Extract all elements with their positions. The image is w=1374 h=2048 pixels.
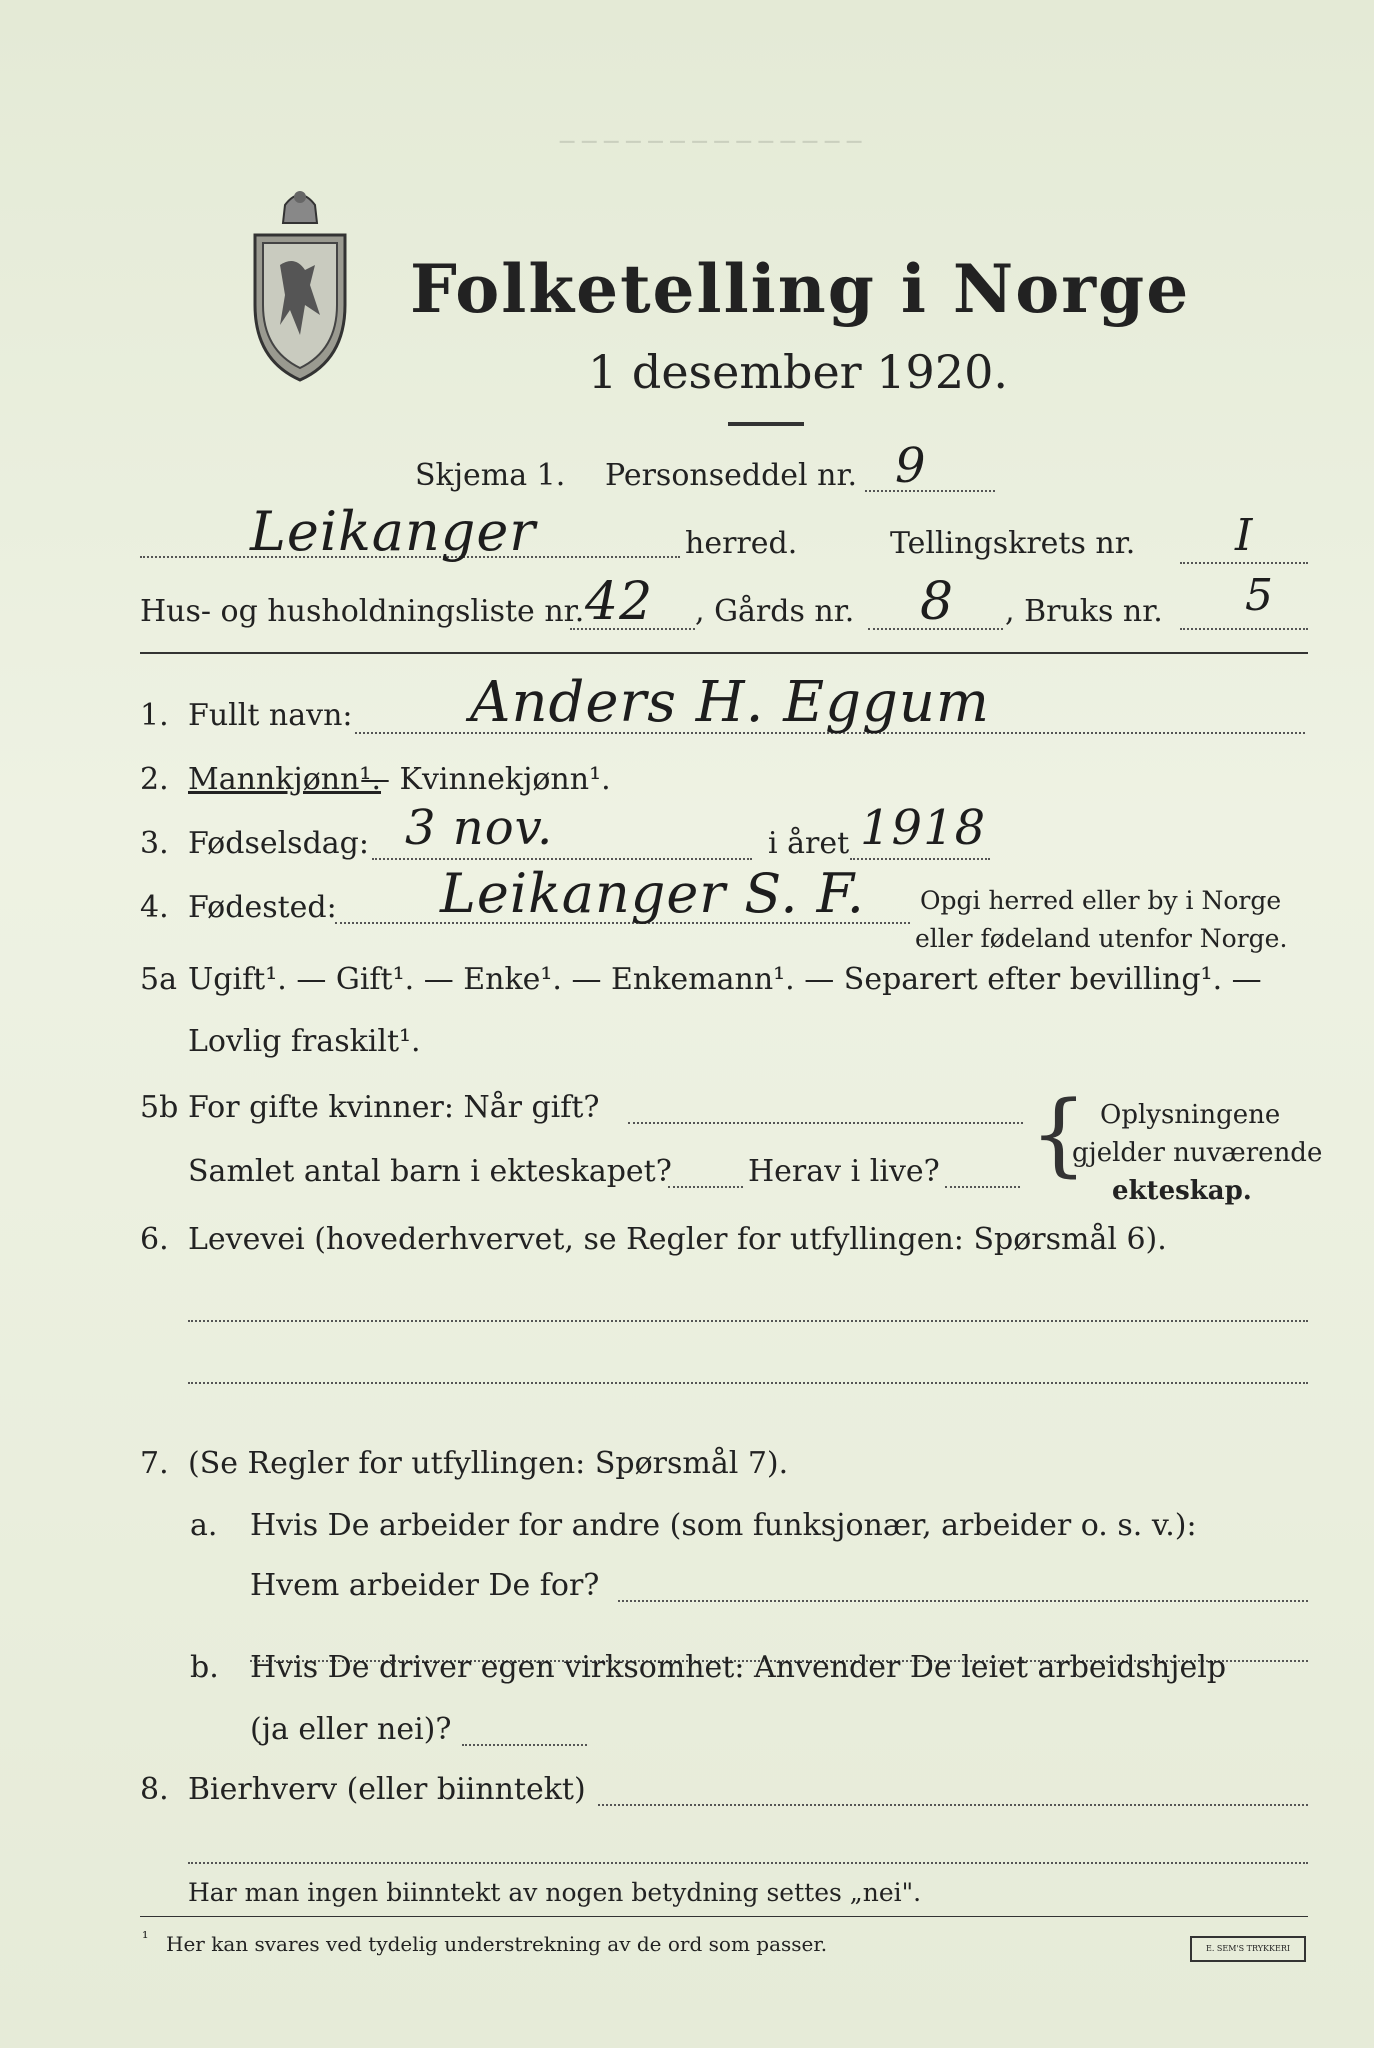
q7b-label: Hvis De driver egen virksomhet: Anvender De leiet arbeidshjelp [250, 1650, 1227, 1685]
q5a-number: 5a [140, 962, 177, 997]
q2-male-option[interactable]: Mannkjønn¹. [188, 762, 381, 797]
q5b-note-line3: ekteskap. [1112, 1176, 1252, 1206]
herred-value: Leikanger [250, 500, 537, 563]
side-income-field-1[interactable] [598, 1804, 1308, 1806]
q5a-divorced-option[interactable]: Lovlig fraskilt¹. [188, 1024, 421, 1059]
children-alive-field[interactable] [945, 1186, 1020, 1188]
q5a-marital-options[interactable]: Ugift¹. — Gift¹. — Enke¹. — Enkemann¹. — Separert efter bevilling¹. — [188, 962, 1262, 997]
q7-label: (Se Regler for utfyllingen: Spørsmål 7). [188, 1446, 789, 1481]
birthday-field[interactable] [372, 858, 752, 860]
q4-note-line2: eller fødeland utenfor Norge. [915, 924, 1288, 953]
q3-label: Fødselsdag: [188, 826, 369, 861]
bleed-through-text: ─ ─ ─ ─ ─ ─ ─ ─ ─ ─ ─ ─ ─ ─ [560, 128, 862, 156]
q5b-number: 5b [140, 1090, 179, 1125]
birthday-value: 3 nov. [405, 800, 554, 856]
q3-number: 3. [140, 826, 169, 861]
q5b-note-line2: gjelder nuværende [1072, 1138, 1323, 1168]
birth-year-value: 1918 [860, 800, 987, 856]
q5b-children-label: Samlet antal barn i ekteskapet? [188, 1154, 672, 1189]
q2-number: 2. [140, 762, 169, 797]
q6-label: Levevei (hovederhvervet, se Regler for utfyllingen: Spørsmål 6). [188, 1222, 1167, 1257]
q5b-brace: { [1030, 1082, 1088, 1187]
employer-field-1[interactable] [618, 1600, 1308, 1602]
gards-value: 8 [920, 572, 955, 632]
q7a-label: Hvis De arbeider for andre (som funksjonær, arbeider o. s. v.): [250, 1508, 1197, 1543]
occupation-field-1[interactable] [188, 1320, 1308, 1322]
title-rule [728, 422, 804, 426]
bruks-value: 5 [1245, 570, 1274, 621]
bruks-label: , Bruks nr. [1005, 594, 1163, 629]
q6-number: 6. [140, 1222, 169, 1257]
q7b-number: b. [190, 1650, 219, 1685]
birthplace-value: Leikanger S. F. [440, 862, 865, 925]
q1-number: 1. [140, 698, 169, 733]
personseddel-label: Personseddel nr. [605, 458, 858, 493]
q4-note-line1: Opgi herred eller by i Norge [920, 886, 1282, 915]
q8-number: 8. [140, 1772, 169, 1807]
full-name-value: Anders H. Eggum [470, 670, 990, 735]
printer-stamp: E. SEM'S TRYKKERI [1190, 1936, 1306, 1962]
hus-label: Hus- og husholdningsliste nr. [140, 594, 585, 629]
q5b-note-line1: Oplysningene [1100, 1100, 1281, 1130]
side-income-field-2[interactable] [188, 1862, 1308, 1864]
personseddel-field[interactable] [865, 490, 995, 492]
footnote-text: Her kan svares ved tydelig understrekning av de ord som passer. [166, 1932, 828, 1956]
personseddel-value: 9 [895, 438, 927, 494]
q7a-number: a. [190, 1508, 218, 1543]
tellingskrets-label: Tellingskrets nr. [890, 526, 1136, 561]
occupation-field-2[interactable] [188, 1382, 1308, 1384]
footer-note: Har man ingen biinntekt av nogen betydning settes „nei". [188, 1878, 922, 1907]
census-date: 1 desember 1920. [588, 345, 1008, 399]
bruks-field[interactable] [1180, 628, 1308, 630]
schema-label: Skjema 1. [415, 458, 566, 493]
q4-number: 4. [140, 890, 169, 925]
q8-label: Bierhverv (eller biinntekt) [188, 1772, 586, 1807]
footnote-marker: ¹ [142, 1928, 149, 1947]
norway-coat-of-arms-icon [245, 185, 355, 385]
tellingskrets-value: I [1235, 510, 1254, 561]
herred-label: herred. [685, 526, 798, 561]
children-total-field[interactable] [668, 1186, 743, 1188]
header-divider [140, 652, 1308, 654]
gards-label: , Gårds nr. [695, 594, 855, 629]
q4-label: Fødested: [188, 890, 337, 925]
q7b-hired-help-label: (ja eller nei)? [250, 1712, 452, 1747]
hired-help-field[interactable] [462, 1744, 587, 1746]
footer-rule [140, 1916, 1308, 1917]
q1-label: Fullt navn: [188, 698, 353, 733]
q7a-employer-label: Hvem arbeider De for? [250, 1568, 600, 1603]
tellingskrets-field[interactable] [1180, 562, 1308, 564]
birth-year-field[interactable] [850, 858, 990, 860]
q5b-when-married-label: For gifte kvinner: Når gift? [188, 1090, 600, 1125]
q5b-alive-label: Herav i live? [748, 1154, 940, 1189]
q3-year-label: i året [768, 826, 850, 861]
q2-female-option[interactable]: — Kvinnekjønn¹. [360, 762, 611, 797]
page-title: Folketelling i Norge [410, 250, 1191, 328]
q7-number: 7. [140, 1446, 169, 1481]
hus-value: 42 [585, 572, 654, 632]
when-married-field[interactable] [628, 1122, 1023, 1124]
